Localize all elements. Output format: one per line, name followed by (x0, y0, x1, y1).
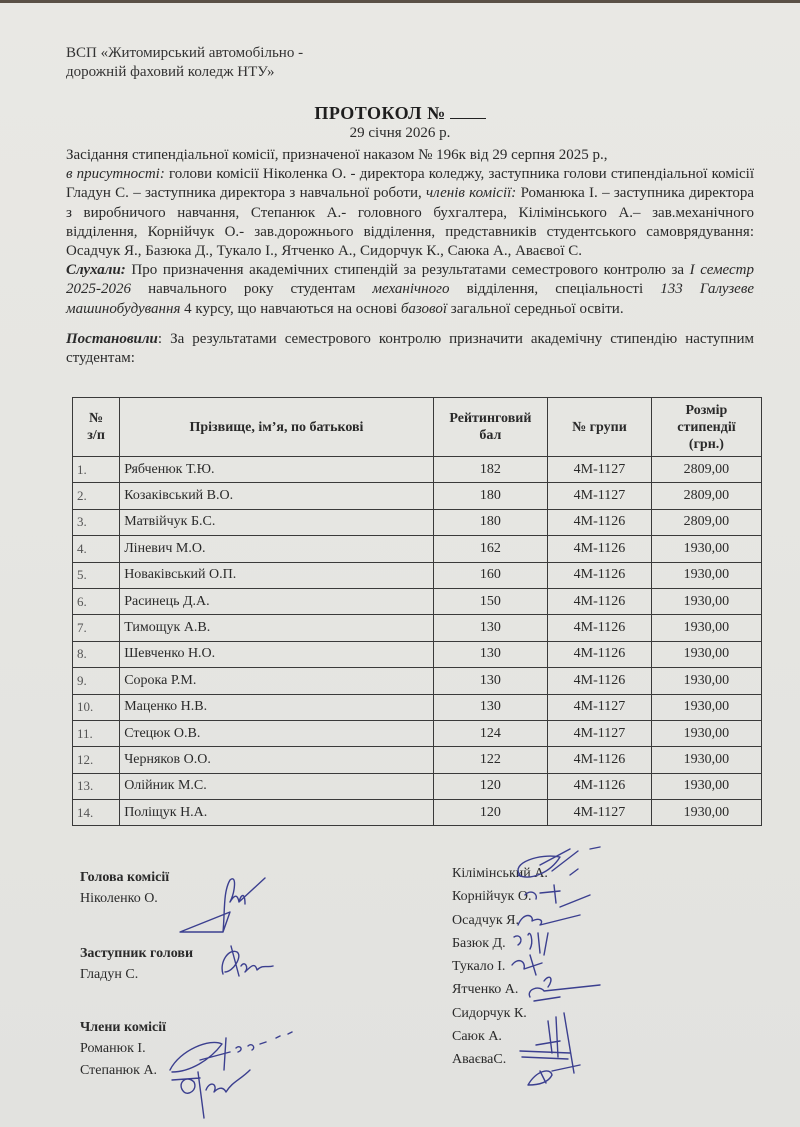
header-number-line1: № (89, 411, 104, 426)
rating-score: 162 (433, 536, 547, 562)
header-amount-line1: Розмір (685, 402, 728, 418)
rating-score: 120 (433, 773, 547, 799)
student-name: Тимощук А.В. (120, 615, 434, 641)
member-name: Базюк Д. (452, 935, 506, 951)
deputy-label: Заступник голови (80, 946, 194, 961)
group-number: 4М-1126 (548, 615, 652, 641)
header-group: № групи (548, 398, 652, 457)
member-name: Сидорчук К. (452, 1005, 527, 1021)
group-number: 4М-1126 (548, 588, 652, 614)
resolved-text: : За результатами семестрового контролю призначити академічну стипендію наступним студентам: (66, 330, 754, 367)
table-row (73, 483, 762, 509)
table-row (73, 773, 762, 799)
scholarship-amount: 1930,00 (651, 668, 761, 694)
group-number: 4М-1126 (548, 747, 652, 773)
member-name: Ятченко А. (452, 982, 519, 998)
row-number: 5. (73, 562, 120, 588)
table-row (73, 641, 762, 667)
document-title-text: ПРОТОКОЛ № (314, 103, 446, 123)
heard-department: механічного (372, 281, 450, 298)
scholarship-amount: 1930,00 (651, 588, 761, 614)
rating-score: 180 (433, 509, 547, 535)
student-name: Шевченко Н.О. (120, 641, 434, 667)
group-number: 4М-1126 (548, 562, 652, 588)
present-text: голови комісії Ніколенка О. - директора коледжу, заступника голови стипендіальної комісії Гладун С. – заступника директора з навчальної роботи, (66, 166, 754, 202)
heard-basis: базової (400, 300, 448, 317)
table-body (73, 457, 762, 826)
table-row (73, 668, 762, 694)
heard-text-e: загальної середньої освіти. (447, 300, 624, 317)
rating-score: 160 (433, 562, 547, 588)
heard-paragraph (66, 261, 754, 319)
header-score-line2: бал (479, 428, 502, 443)
group-number: 4М-1127 (548, 457, 652, 483)
group-number: 4М-1126 (548, 641, 652, 667)
row-number: 8. (73, 641, 120, 667)
rating-score: 130 (433, 615, 547, 641)
student-name: Расинець Д.А. (120, 588, 434, 614)
student-name: Матвійчук Б.С. (120, 509, 434, 535)
group-number: 4М-1126 (548, 509, 652, 535)
scholarship-amount: 1930,00 (651, 773, 761, 799)
student-name: Ліневич М.О. (120, 536, 434, 562)
present-label: в присутності: (66, 166, 165, 183)
rating-score: 182 (433, 457, 547, 483)
document-body (66, 146, 754, 368)
student-name: Новаківський О.П. (120, 562, 434, 588)
header-full-name: Прізвище, ім’я, по батькові (120, 398, 434, 457)
resolved-paragraph (66, 330, 754, 368)
rating-score: 120 (433, 800, 547, 826)
group-number: 4М-1126 (548, 773, 652, 799)
row-number: 9. (73, 668, 120, 694)
student-name: Олійник М.С. (120, 773, 434, 799)
student-name: Рябченюк Т.Ю. (120, 457, 434, 483)
header-amount-line2: стипендії (677, 419, 736, 435)
rating-score: 130 (433, 668, 547, 694)
scholarship-amount: 1930,00 (651, 536, 761, 562)
student-name: Поліщук Н.А. (120, 800, 434, 826)
row-number: 2. (73, 483, 120, 509)
chair-signature-block (80, 870, 280, 907)
table-row (73, 562, 762, 588)
student-name: Стецюк О.В. (120, 720, 434, 746)
scholarship-amount: 1930,00 (651, 562, 761, 588)
student-name: Маценко Н.В. (120, 694, 434, 720)
student-name: Черняков О.О. (120, 747, 434, 773)
table-row (73, 800, 762, 826)
table-row (73, 615, 762, 641)
row-number: 7. (73, 615, 120, 641)
row-number: 6. (73, 588, 120, 614)
chair-label: Голова комісії (80, 870, 170, 885)
member-name: Кілімінський А. (452, 866, 548, 881)
row-number: 12. (73, 747, 120, 773)
member-name: Корнійчук О. (452, 889, 532, 905)
scholarship-table (72, 397, 762, 826)
resolved-label: Постановили (66, 330, 158, 347)
members-signature-block (80, 1020, 280, 1085)
document-title (0, 103, 800, 124)
scholarship-amount: 1930,00 (651, 694, 761, 720)
member-name: Осадчук Я. (452, 912, 520, 928)
table-row (73, 720, 762, 746)
table-row (73, 747, 762, 773)
member-name: Степанюк А. (80, 1063, 158, 1078)
row-number: 1. (73, 457, 120, 483)
member-name: Романюк І. (80, 1041, 146, 1056)
rating-score: 122 (433, 747, 547, 773)
scholarship-amount: 1930,00 (651, 641, 761, 667)
header-number (73, 398, 120, 457)
header-score-line1: Рейтинговий (449, 411, 532, 426)
heard-text-c: відділення, спеціальності (449, 281, 661, 298)
header-amount (651, 398, 761, 457)
signatures-right (452, 862, 548, 1072)
row-number: 3. (73, 509, 120, 535)
rating-score: 130 (433, 694, 547, 720)
table-row (73, 588, 762, 614)
title-block (0, 103, 800, 142)
group-number: 4М-1126 (548, 536, 652, 562)
document-date: 29 січня 2026 р. (349, 125, 451, 141)
table-row (73, 509, 762, 535)
row-number: 10. (73, 694, 120, 720)
member-name: Саюк А. (452, 1029, 502, 1045)
row-number: 13. (73, 773, 120, 799)
chair-name: Ніколенко О. (80, 891, 158, 906)
heard-text-a: Про призначення академічних стипендій за результатами семестрового контролю за (125, 262, 690, 279)
row-number: 14. (73, 800, 120, 826)
scholarship-amount: 2809,00 (651, 509, 761, 535)
table-header-row (73, 398, 762, 457)
member-name: Тукало І. (452, 959, 506, 975)
group-number: 4М-1127 (548, 720, 652, 746)
rating-score: 150 (433, 588, 547, 614)
student-name: Козаківський В.О. (120, 483, 434, 509)
heard-text-b: навчального року студентам (131, 281, 373, 298)
group-number: 4М-1127 (548, 800, 652, 826)
group-number: 4М-1127 (548, 694, 652, 720)
row-number: 11. (73, 720, 120, 746)
student-name: Сорока Р.М. (120, 668, 434, 694)
org-line-1: ВСП «Житомирський автомобільно - (66, 45, 304, 61)
header-amount-line3: (грн.) (688, 436, 724, 452)
meeting-intro: Засідання стипендіальної комісії, призначеної наказом № 196к від 29 серпня 2025 р., (66, 147, 608, 163)
rating-score: 130 (433, 641, 547, 667)
heard-label: Слухали: (66, 262, 126, 279)
table-row (73, 694, 762, 720)
scholarship-amount: 1930,00 (651, 747, 761, 773)
heard-semester: І семестр 2025-2026 (66, 262, 754, 298)
scholarship-amount: 2809,00 (651, 457, 761, 483)
photo-edge (0, 0, 800, 3)
header-rating-score (433, 398, 547, 457)
members-label: Члени комісії (80, 1020, 167, 1035)
rating-score: 180 (433, 483, 547, 509)
scholarship-amount: 2809,00 (651, 483, 761, 509)
table-row (73, 536, 762, 562)
header-number-line2: з/п (87, 428, 105, 443)
organization-header (66, 44, 303, 82)
meeting-paragraph (66, 146, 754, 261)
heard-text-d: 4 курсу, що навчаються на основі (180, 300, 401, 317)
table-row (73, 457, 762, 483)
scholarship-amount: 1930,00 (651, 720, 761, 746)
heard-specialty: 133 Галузеве машинобудування (66, 281, 755, 317)
scholarship-amount: 1930,00 (651, 615, 761, 641)
row-number: 4. (73, 536, 120, 562)
deputy-signature-block (80, 946, 280, 983)
members-text: Романюка І. – заступника директора з виробничого навчання, Степанюк А.- головного бухгалтера, Кілімінського А.– зав.механічного відділення, Корнійчук О.- зав.дорожнього відділення, представників студентського самоврядування: Осадчук Я., Базюка Д., Тукало І., Ятченко А., Сидорчук К., Саюка А., Аваєвої С. (66, 185, 755, 260)
org-line-2: дорожній фаховий коледж НТУ» (66, 64, 275, 80)
member-name: АваєваС. (452, 1052, 507, 1068)
protocol-number-blank (450, 104, 486, 119)
group-number: 4М-1127 (548, 483, 652, 509)
scholarship-amount: 1930,00 (651, 800, 761, 826)
rating-score: 124 (433, 720, 547, 746)
deputy-name: Гладун С. (80, 967, 139, 982)
members-label: членів комісії: (426, 185, 517, 202)
group-number: 4М-1126 (548, 668, 652, 694)
